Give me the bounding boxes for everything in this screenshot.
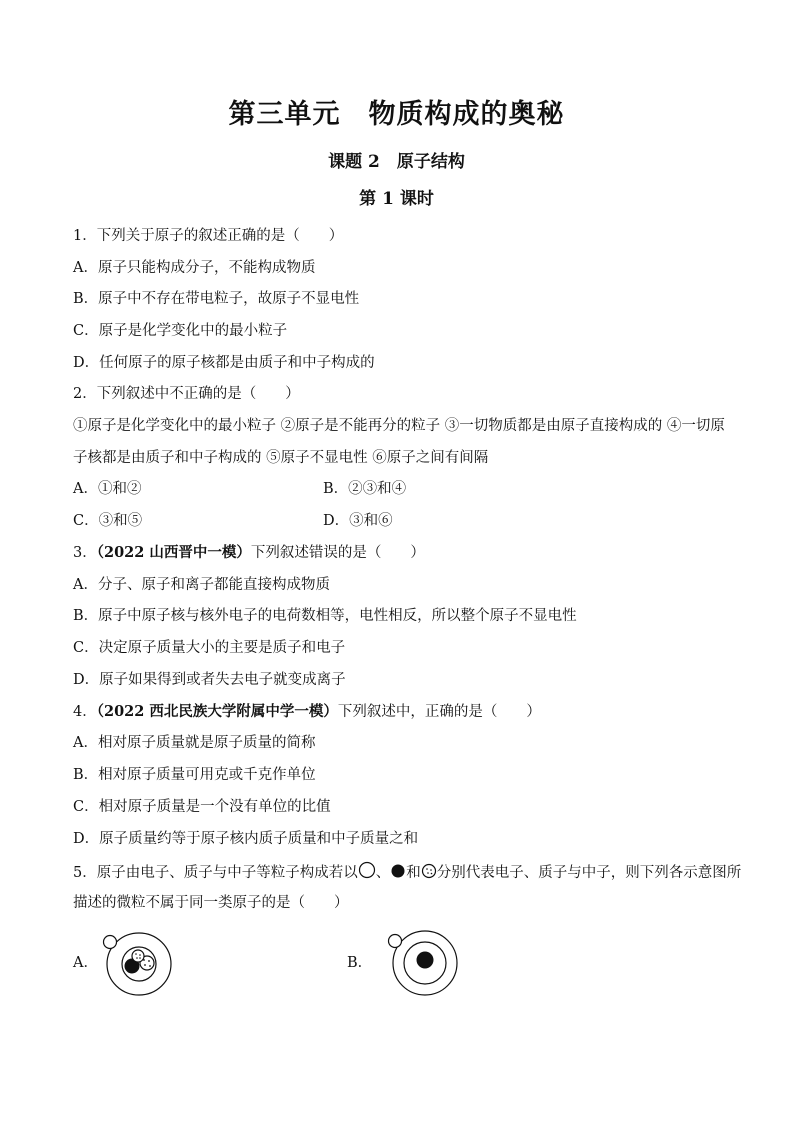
q1-option-a: A．原子只能构成分子，不能构成物质 (73, 260, 316, 276)
q2-statements-line1: ①原子是化学变化中的最小粒子 ②原子是不能再分的粒子 ③一切物质都是由原子直接构成的 ④一切原 (73, 418, 725, 434)
page-title: 第三单元 物质构成的奥秘 (228, 99, 565, 130)
q4-option-a: A．相对原子质量就是原子质量的简称 (73, 735, 316, 751)
q3-option-b: B．原子中原子核与核外电子的电荷数相等，电性相反，所以整个原子不显电性 (73, 608, 577, 624)
q4-option-d: D．原子质量约等于原子核内质子质量和中子质量之和 (73, 831, 419, 847)
q3-option-a: A．分子、原子和离子都能直接构成物质 (73, 577, 330, 593)
q2-option-d: D．③和⑥ (323, 513, 393, 529)
q3-option-d: D．原子如果得到或者失去电子就变成离子 (73, 672, 346, 688)
q3-stem: 下列叙述错误的是（ ） (250, 545, 425, 561)
q3-stem-line (73, 543, 425, 563)
q5-stem-part1: 5．原子由电子、质子与中子等粒子构成若以 (73, 865, 358, 881)
q5-stem-part4: 分别代表电子、质子与中子，则下列各示意图所 (436, 865, 742, 881)
atom-diagram-b-icon (382, 926, 462, 998)
q2-option-a: A．①和② (73, 481, 142, 497)
q4-stem-line (73, 702, 541, 722)
q4-source: （2022 西北民族大学附属中学一模） (96, 703, 338, 720)
q4-option-c: C．相对原子质量是一个没有单位的比值 (73, 799, 331, 815)
q5-stem-part3: 和 (406, 865, 421, 881)
q4-option-b: B．相对原子质量可用克或千克作单位 (73, 767, 316, 783)
proton-symbol-icon (390, 863, 406, 879)
q1-option-c: C．原子是化学变化中的最小粒子 (73, 323, 288, 339)
q1-stem: 1．下列关于原子的叙述正确的是（ ） (73, 228, 344, 244)
atom-diagram-a-icon (98, 928, 186, 1000)
q2-option-c: C．③和⑤ (73, 513, 143, 529)
q3-source: （2022 山西晋中一模） (96, 544, 251, 561)
lesson-title: 课题 2 原子结构 (328, 152, 465, 172)
q5-option-b-label: B． (347, 955, 373, 971)
q5-stem-line1 (73, 861, 741, 883)
electron-symbol-icon (358, 861, 376, 879)
q3-option-c: C．决定原子质量大小的主要是质子和电子 (73, 640, 346, 656)
neutron-symbol-icon (421, 863, 437, 879)
q2-statements-line2: 子核都是由质子和中子构成的 ⑤原子不显电性 ⑥原子之间有间隔 (73, 450, 489, 466)
q5-stem-part2: 、 (375, 865, 391, 881)
q5-stem-line2: 描述的微粒不属于同一类原子的是（ ） (73, 895, 349, 911)
q1-option-d: D．任何原子的原子核都是由质子和中子构成的 (73, 355, 375, 371)
q4-number: 4． (73, 704, 97, 720)
q1-option-b: B．原子中不存在带电粒子，故原子不显电性 (73, 291, 360, 307)
q3-number: 3． (73, 545, 97, 561)
period-title: 第 1 课时 (359, 189, 434, 209)
q2-stem: 2．下列叙述中不正确的是（ ） (73, 386, 300, 402)
q4-stem: 下列叙述中，正确的是（ ） (337, 704, 541, 720)
q2-option-b: B．②③和④ (323, 481, 407, 497)
q5-option-a-label: A． (73, 955, 98, 971)
